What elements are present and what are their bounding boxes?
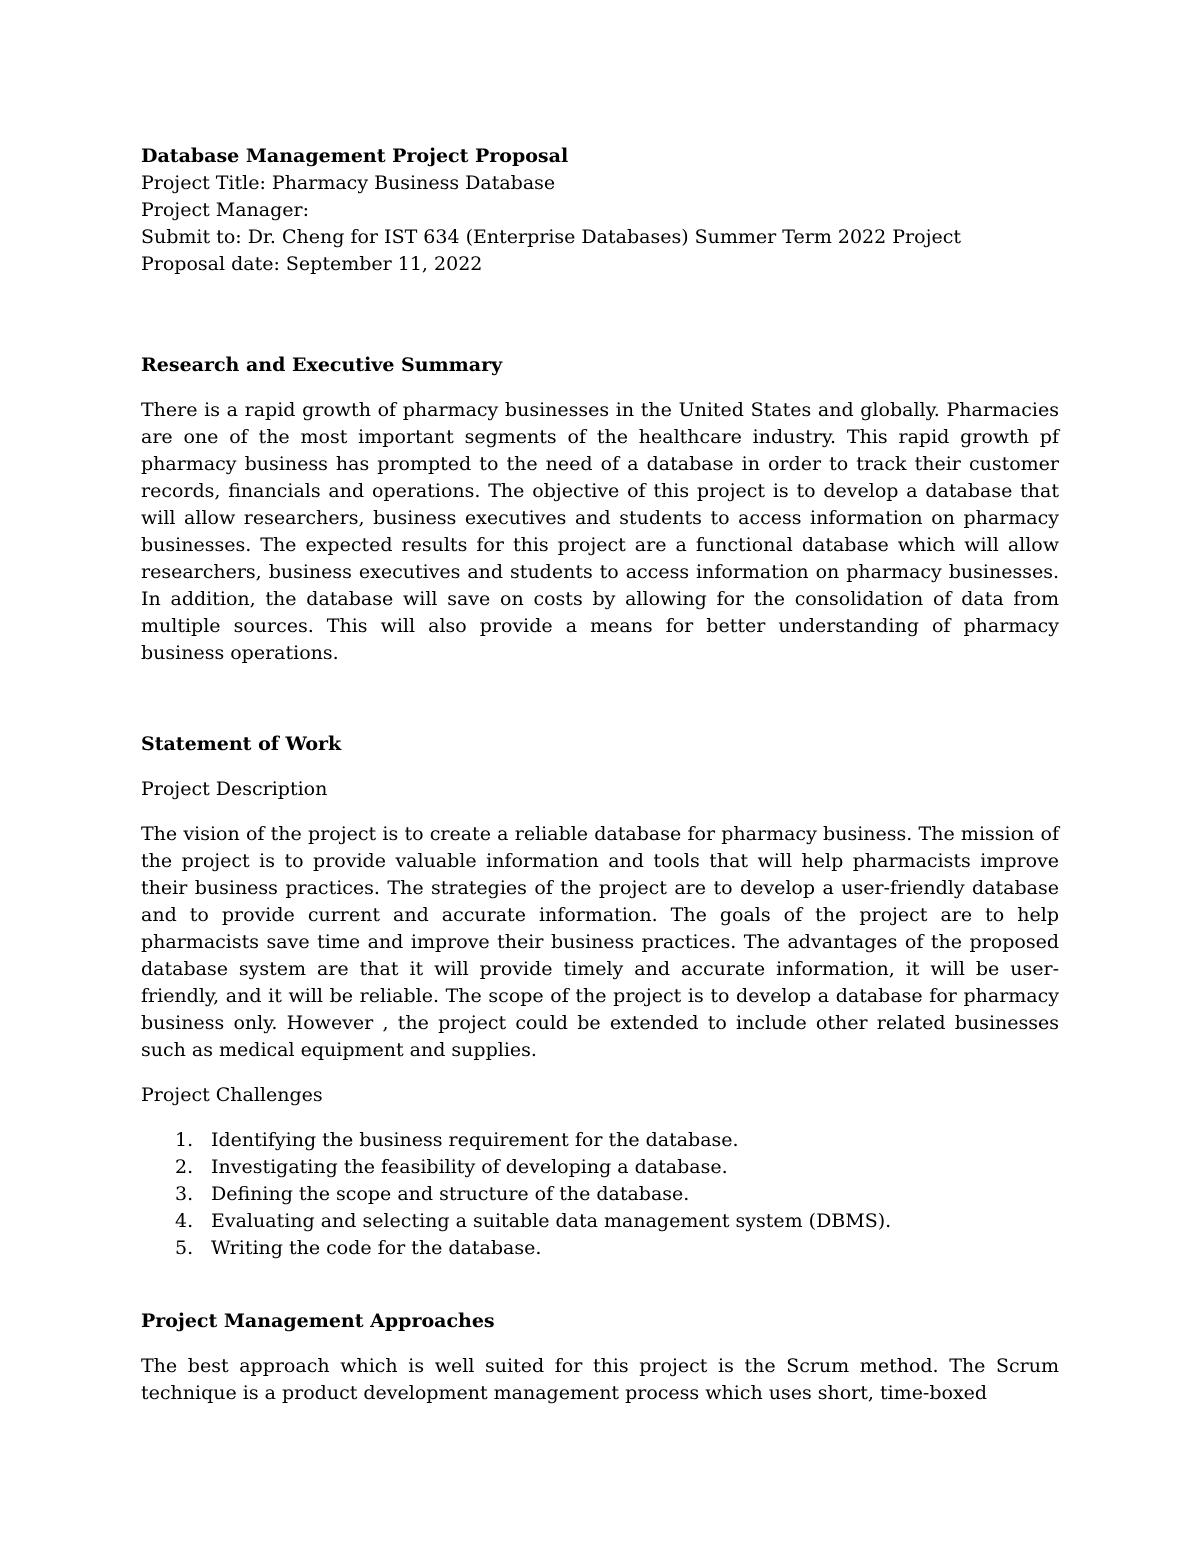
list-item-number: 4. [175,1210,194,1232]
list-item-number: 3. [175,1183,194,1205]
list-item-text: Investigating the feasibility of developing a database. [211,1156,728,1178]
list-item [141,1235,1059,1262]
research-paragraph: There is a rapid growth of pharmacy businesses in the United States and globally. Pharmacies are one of the most important segments of the healthcare industry. This rapid growth pf pharmacy business has prompted to the need of a database in order to track their customer records, financials and operations. The objective of this project is to develop a database that will allow researchers, business executives and students to access information on pharmacy businesses. The expected results for this project are a functional database which will allow researchers, business executives and students to access information on pharmacy businesses. In addition, the database will save on costs by allowing for the consolidation of data from multiple sources. This will also provide a means for better understanding of pharmacy business operations. [141,399,1059,664]
statement-of-work-heading: Statement of Work [141,733,342,755]
list-item [141,1181,1059,1208]
management-approaches-heading: Project Management Approaches [141,1310,495,1332]
list-item [141,1208,1059,1235]
list-item-text: Writing the code for the database. [211,1237,542,1259]
research-heading: Research and Executive Summary [141,354,503,376]
document-title: Database Management Project Proposal [141,145,569,167]
project-manager-line: Project Manager: [141,199,309,221]
list-item-number: 5. [175,1237,194,1259]
challenges-list [141,1127,1059,1262]
list-item-number: 1. [175,1129,194,1151]
list-item-number: 2. [175,1156,194,1178]
submit-to-line: Submit to: Dr. Cheng for IST 634 (Enterprise Databases) Summer Term 2022 Project [141,226,961,248]
list-item [141,1154,1059,1181]
list-item-text: Evaluating and selecting a suitable data management system (DBMS). [211,1210,892,1232]
proposal-date-line: Proposal date: September 11, 2022 [141,253,483,275]
management-approaches-paragraph: The best approach which is well suited for this project is the Scrum method. The Scrum technique is a product development management process which uses short, time-boxed [141,1355,1059,1404]
list-item [141,1127,1059,1154]
project-description-paragraph: The vision of the project is to create a reliable database for pharmacy business. The mission of the project is to provide valuable information and tools that will help pharmacists improve their business practices. The strategies of the project are to develop a user-friendly database and to provide current and accurate information. The goals of the project are to help pharmacists save time and improve their business practices. The advantages of the proposed database system are that it will provide timely and accurate information, it will be user-friendly, and it will be reliable. The scope of the project is to develop a database for pharmacy business only. However , the project could be extended to include other related businesses such as medical equipment and supplies. [141,823,1059,1061]
project-title-line: Project Title: Pharmacy Business Database [141,172,556,194]
project-challenges-label: Project Challenges [141,1084,323,1106]
list-item-text: Identifying the business requirement for the database. [211,1129,739,1151]
project-description-label: Project Description [141,778,328,800]
document-content [141,143,1059,1407]
list-item-text: Defining the scope and structure of the database. [211,1183,690,1205]
